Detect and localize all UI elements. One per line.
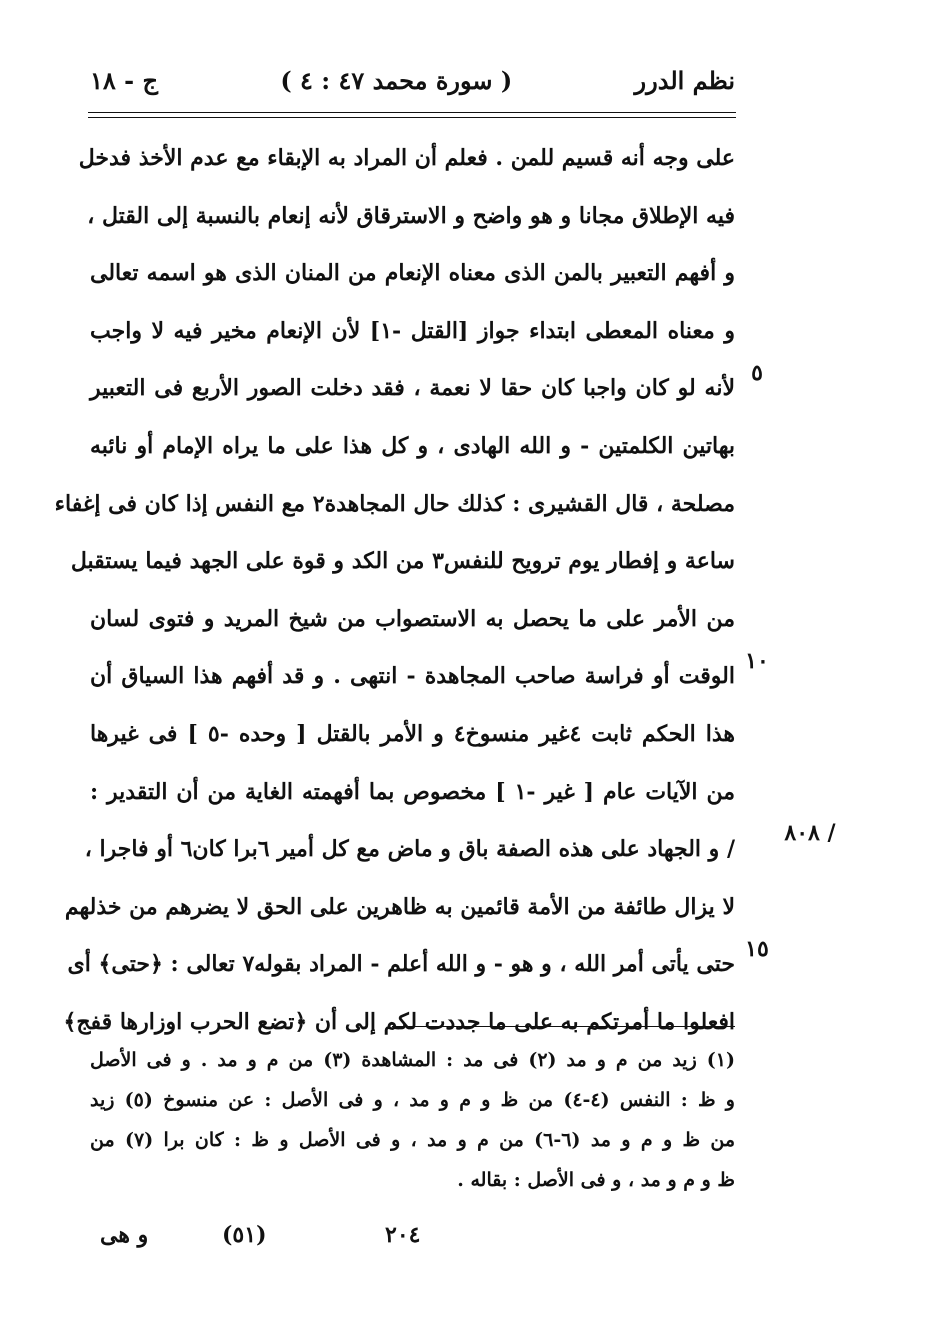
footnote-line: ظ و م و مد ، و فى الأصل : بقاله .	[457, 1169, 735, 1191]
text-line: مصلحة ، قال القشيرى : كذلك حال المجاهدة٢ مع النفس إذا كان فى إغفاء	[54, 490, 735, 517]
text-line: افعلوا ما أمرتكم به على ما جددت لكم إلى أن ﴿تضع الحرب اوزارها قفج﴾	[63, 1008, 735, 1035]
manuscript-folio-marker: ٨٠٨ /	[784, 820, 836, 846]
text-line: من الأمر على ما يحصل به الاستصواب من شيخ المريد و فتوى لسان	[90, 605, 735, 632]
line-number-10: ١٠	[745, 648, 769, 674]
footnote-line: (١) زيد من م و مد (٢) فى مد : المشاهدة (٣) من م و مد . و فى الأصل	[90, 1049, 735, 1071]
volume-number: ج - ١٨	[90, 65, 158, 95]
text-line: من الآيات عام [ غير -١ ] مخصوص بما أفهمته الغاية من أن التقدير :	[90, 778, 735, 805]
signature-mark: (٥١)	[222, 1222, 267, 1248]
line-number-15: ١٥	[745, 936, 769, 962]
footnote-line: و ظ : النفس (٤-٤) من ظ و م و مد ، و فى الأصل : عن منسوخ (٥) زيد	[90, 1089, 735, 1111]
surah-reference: ( سورة محمد ٤٧ : ٤ )	[280, 65, 513, 95]
text-line: على وجه أنه قسيم للمن . فعلم أن المراد به الإبقاء مع عدم الأخذ فدخل	[78, 145, 735, 171]
running-header	[90, 60, 735, 100]
text-line: / و الجهاد على هذه الصفة باق و ماض مع كل أمير ٦برا كان٦ أو فاجرا ،	[84, 836, 735, 863]
header-rule-bottom	[88, 117, 736, 118]
text-line: و أفهم التعبير بالمن الذى معناه الإنعام من المنان الذى هو اسمه تعالى	[90, 260, 735, 287]
text-line: هذا الحكم ثابت ٤غير منسوخ٤ و الأمر بالقتل [ وحده -٥ ] فى غيرها	[90, 720, 736, 747]
text-line: و معناه المعطى ابتداء جواز [القتل -١] لأن الإنعام مخير فيه لا واجب	[90, 317, 735, 344]
footnote-line: من ظ و م و مد (٦-٦) من م و مد ، و فى الأصل و ظ : كان برا (٧) من	[90, 1129, 736, 1151]
book-title: نظم الدرر	[634, 65, 735, 95]
header-rule-top	[88, 112, 736, 113]
text-line: بهاتين الكلمتين - و الله الهادى ، و كل هذا على ما يراه الإمام أو نائبه	[90, 432, 735, 459]
text-line: لأنه لو كان واجبا كان حقا لا نعمة ، فقد دخلت الصور الأربع فى التعبير	[90, 375, 735, 402]
text-line: ساعة و إفطار يوم ترويح للنفس٣ من الكد و قوة على الجهد فيما يستقبل	[70, 548, 735, 575]
text-line: حتى يأتى أمر الله ، و هو - و الله أعلم - المراد بقوله٧ تعالى : ﴿حتى﴾ أى	[67, 951, 735, 978]
page-number: ٢٠٤	[385, 1222, 421, 1248]
text-line: الوقت أو فراسة صاحب المجاهدة - انتهى . و قد أفهم هذا السياق أن	[90, 663, 735, 690]
line-number-5: ٥	[751, 360, 763, 386]
catchword: و هى	[100, 1222, 149, 1248]
main-text	[54, 130, 736, 1052]
text-line: فيه الإطلاق مجانا و هو واضح و الاسترقاق لأنه إنعام بالنسبة إلى القتل ،	[87, 202, 735, 229]
text-line: لا يزال طائفة من الأمة قائمين به ظاهرين على الحق لا يضرهم من خذلهم	[64, 893, 735, 920]
footnotes	[90, 1040, 735, 1200]
footnote-rule	[392, 1026, 735, 1027]
